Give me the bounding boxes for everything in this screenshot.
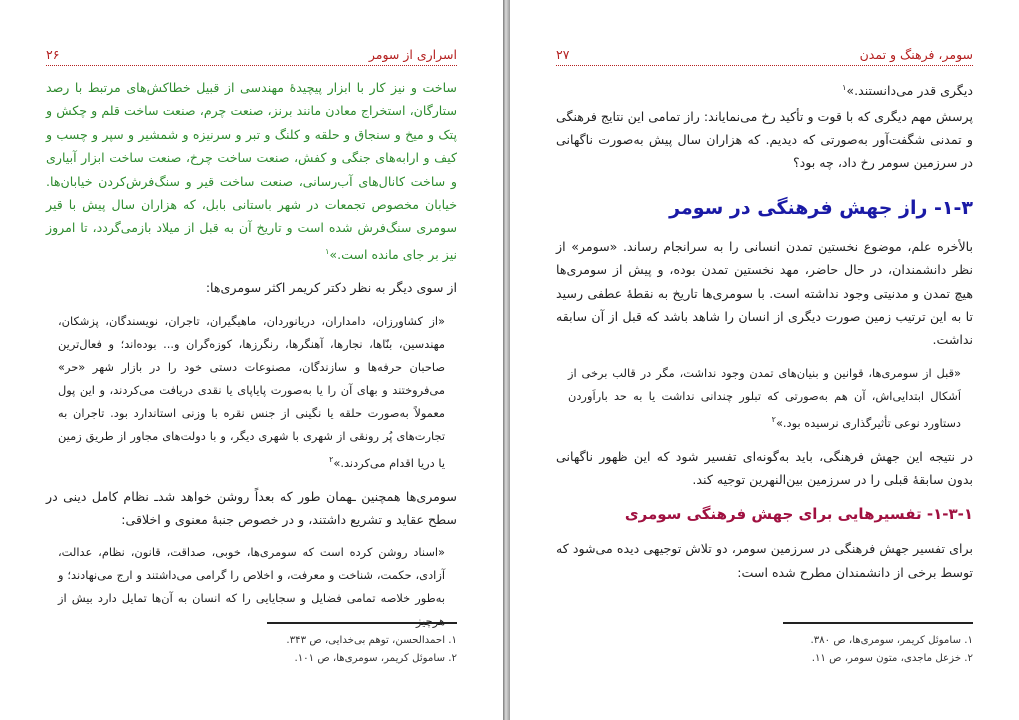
footnote-rule — [267, 622, 457, 624]
green-paragraph-text: ساخت و نیز کار با ابزار پیچیدهٔ مهندسی از قبیل خطاکش‌های مرتبط با رصد ستارگان، استخراج معادن مانند برنز، صنعت چرم، صنعت ساخت قلم و چکش و پتک و میخ و سنجاق و حلقه و کلنگ و تبر و سرنیزه و شمشیر و سپر و چسب و کیف و ارابه‌های جنگی و کفش، صنعت ساخت چرخ، صنعت ساخت ابزار آبیاری و ساخت کانال‌های آب‌رسانی، صنعت ساخت قیر و سنگ‌فرش‌کردن خیابان‌ها. خیابان مخصوص تجمعات در شهر باستانی بابل، که هزاران سال پیش با قیر سومری سنگ‌فرش شده است و تاریخ آن به قبل از میلاد بازمی‌گردد، تا امروز نیز بر جای مانده است.» — [46, 80, 457, 263]
right-footnotes — [556, 622, 973, 668]
quote-text: «قبل از سومری‌ها، قوانین و بنیان‌های تمدن وجود نداشت، مگر در قالب برخی از اَشکال ابتدایی‌اش، آن هم به‌صورتی که تبلور چندانی نداشت یا به حد باراَوردن دستاورد نوعی تأثیرگذاری نرسیده بود.» — [568, 365, 961, 430]
intro-paragraph: از سوی دیگر به نظر دکتر کریمر اکثر سومری‌ها: — [205, 280, 457, 296]
left-page-header — [46, 44, 457, 66]
quote-text: «از کشاورزان، دامداران، دریانوردان، ماهیگیران، تاجران، نویسندگان، پزشکان، مهندسین، بنّاها، نجارها، آهنگرها، رنگرزها، کوزه‌گران و... بوده‌اند؛ و فعال‌ترین صاحبان حرفه‌ها و سازندگان، مصنوعات دستی خود را در بازار شهر «حر» می‌فروختند و بهای آن را یا به‌صورت پایاپای یا نقدی دریافت می‌کردند، و این پول معمولاً به‌صورت حلقه یا نگینی از جنس نقره با وزنی استاندارد بود. تاجران به تجارت‌های پُر رونقی از شهری با شهری دیگر، و با دولت‌های مجاور از طریق زمین یا دریا اقدام می‌کردند.» — [58, 313, 445, 470]
book-spine — [503, 0, 510, 720]
right-page-body — [556, 76, 973, 594]
right-page-number: ۲۷ — [556, 47, 573, 62]
section-heading: ۱-۳- راز جهش فرهنگی در سومر — [669, 196, 973, 219]
footnote-rule — [783, 622, 973, 624]
green-paragraph — [46, 76, 457, 266]
paragraph: سومری‌ها همچنین ـهمان طور که بعداً روشن خواهد شدـ نظام کامل دینی در سطح عقاید و تشریع داشتند، و در خصوص جنبهٔ معنوی و اخلاقی: — [46, 488, 457, 528]
footnote: ۱. ساموئل کریمر، سومری‌ها، ص ۳۸۰. — [810, 635, 973, 646]
left-page-body — [46, 76, 457, 643]
paragraph: پرسش مهم دیگری که با قوت و تأکید رخ می‌نمایاند: راز تمامی این نتایج فرهنگی و تمدنی شگفت‌آور به‌صورتی که دیدیم. که هزاران سال پیش به‌صورت ناگهانی در سرزمین سومر رخ داد، چه بود؟ — [556, 108, 973, 171]
paragraph: بالأخره علم، موضوع نخستین تمدن انسانی را به سرانجام رساند. «سومر» از نظر دانشمندان، در حال حاضر، مهد نخستین تمدن بوده، و پیش از سومری‌ها هیچ تمدن و مدنیتی وجود نداشته است. با سومری‌ها تاریخ به نقطهٔ عطفی رسید تا به این ترتیب زمین صورت دیگری از انسان را شاهد باشد که قبل از آن سابقه نداشت. — [556, 238, 973, 348]
quote-block: «اسناد روشن کرده است که سومری‌ها، خوبی، صداقت، قانون، نظام، عدالت، آزادی، حکمت، شناخت و معرفت، و اخلاص را گرامی می‌داشتند و ارج می‌نهادند؛ و به‌طور خلاصه تمامی فضایل و سجایایی را که انسان به آن‌ها تمایل دارد بیش از — [58, 545, 445, 606]
continuation-text: دیگری قدر می‌دانستند.» — [846, 83, 973, 99]
left-page — [0, 0, 503, 720]
quote-block — [556, 362, 973, 435]
footnote-mark: ۲ — [329, 454, 334, 464]
left-page-number: ۲۶ — [46, 47, 63, 62]
paragraph: در نتیجه این جهش فرهنگی، باید به‌گونه‌ای تفسیر شود که این ظهور ناگهانی بدون سابقهٔ قبلی را در سرزمین بین‌النهرین توجیه کند. — [556, 448, 973, 488]
right-page — [510, 0, 1019, 720]
footnote: ۲. ساموئل کریمر، سومری‌ها، ص ۱۰۱. — [294, 653, 457, 664]
continuation-line — [556, 76, 973, 103]
quote-block — [46, 310, 457, 475]
left-header-title: اسراری از سومر — [365, 47, 457, 62]
footnote: ۱. احمدالحسن، توهم بی‌خدایی، ص ۳۴۳. — [286, 635, 457, 646]
subsection-heading: ۱-۳-۱- تفسیرهایی برای جهش فرهنگی سومری — [624, 505, 973, 524]
footnote-mark: ۱ — [325, 246, 330, 256]
paragraph: برای تفسیر جهش فرهنگی در سرزمین سومر، دو تلاش توجیهی دیده می‌شود که توسط برخی از دانشمندان مطرح شده است: — [556, 541, 973, 580]
footnote-mark: ۲ — [771, 414, 776, 424]
right-page-header — [556, 44, 973, 66]
right-header-title: سومر، فرهنگ و تمدن — [856, 47, 973, 62]
footnote-mark: ۱ — [842, 83, 847, 92]
footnote: ۲. خزعل ماجدی، متون سومر، ص ۱۱. — [811, 653, 973, 664]
left-footnotes — [46, 622, 457, 668]
